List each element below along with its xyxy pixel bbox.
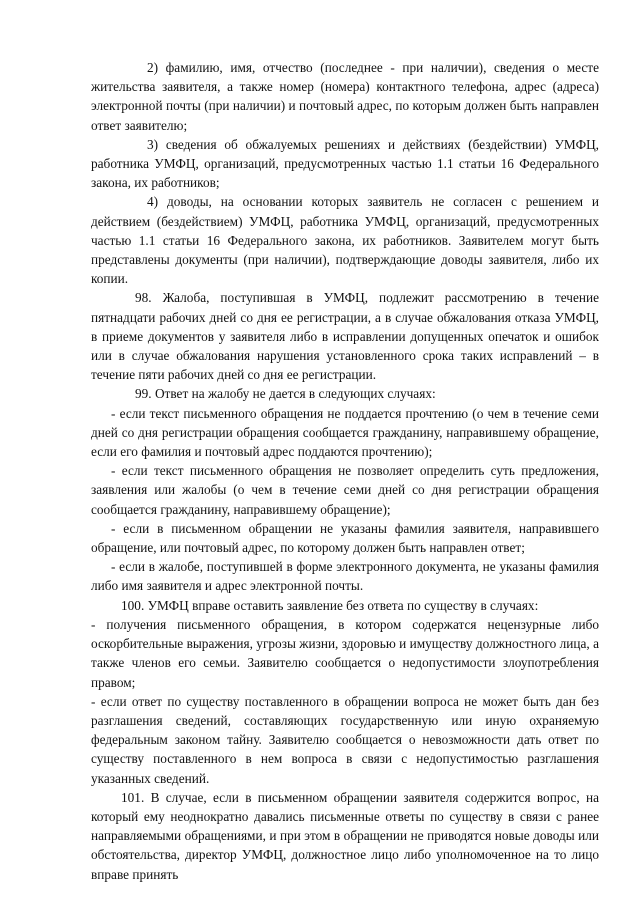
list-item-no-name: - если в письменном обращении не указаны фамилия заявителя, направившего обращение, или почтовый адрес, по которому должен быть направлен ответ;	[91, 520, 599, 556]
list-item-secret: - если ответ по существу поставленного в обращении вопроса не может быть дан без разглашения сведений, составляющих государственную или иную охраняемую федеральным законом тайну. Заявителю сообщается о невозможности дать ответ по существу поставленного в нем вопроса в связи с недопустимостью разглашения указанных сведений.	[91, 693, 599, 786]
paragraph-101: 101. В случае, если в письменном обращении заявителя содержится вопрос, на который ему неоднократно давались письменные ответы по существу в связи с ранее направляемыми обращениями, и при этом в обращении не приводятся новые доводы или обстоятельства, директор УМФЦ, должностное лицо либо уполномоченное на то лицо вправе принять	[91, 789, 599, 882]
list-item-offensive: - получения письменного обращения, в котором содержатся нецензурные либо оскорбительные выражения, угрозы жизни, здоровью и имуществу должностного лица, а также членов его семьи. Заявителю сообщается о недопустимости злоупотребления правом;	[91, 616, 599, 690]
list-item-no-substance: - если текст письменного обращения не позволяет определить суть предложения, заявления или жалобы (о чем в течение семи дней со дня регистрации обращения сообщается гражданину, направившему обращение);	[91, 463, 599, 517]
list-item-unreadable: - если текст письменного обращения не поддается прочтению (о чем в течение семи дней со дня регистрации обращения сообщается гражданину, направившему обращение, если его фамилия и почтовый адрес поддаются прочтению);	[91, 405, 599, 460]
paragraph-item-3: 3) сведения об обжалуемых решениях и действиях (бездействии) УМФЦ, работника УМФЦ, организаций, предусмотренных частью 1.1 статьи 16 Федерального закона, их работников;	[91, 136, 599, 191]
paragraph-100: 100. УМФЦ вправе оставить заявление без ответа по существу в случаях:	[121, 597, 539, 613]
paragraph-98: 98. Жалоба, поступившая в УМФЦ, подлежит рассмотрению в течение пятнадцати рабочих дней со дня ее регистрации, а в случае обжалования отказа УМФЦ, в приеме документов у заявителя либо в исправлении допущенных опечаток и ошибок или в случае обжалования нарушения установленного срока таких исправлений – в течение пяти рабочих дней со дня ее регистрации.	[91, 290, 599, 383]
paragraph-item-4: 4) доводы, на основании которых заявитель не согласен с решением и действием (бездействием) УМФЦ, работника УМФЦ, организаций, предусмотренных частью 1.1 статьи 16 Федерального закона, их работников. Заявителем могут быть представлены документы (при наличии), подтверждающие доводы заявителя, либо их копии.	[91, 194, 599, 287]
list-item-electronic: - если в жалобе, поступившей в форме электронного документа, не указаны фамилия либо имя заявителя и адрес электронной почты.	[91, 559, 599, 594]
paragraph-item-2: 2) фамилию, имя, отчество (последнее - при наличии), сведения о месте жительства заявителя, а также номер (номера) контактного телефона, адрес (адреса) электронной почты (при наличии) и почтовый адрес, по которым должен быть направлен ответ заявителю;	[91, 60, 599, 133]
paragraph-99: 99. Ответ на жалобу не дается в следующих случаях:	[135, 386, 436, 402]
